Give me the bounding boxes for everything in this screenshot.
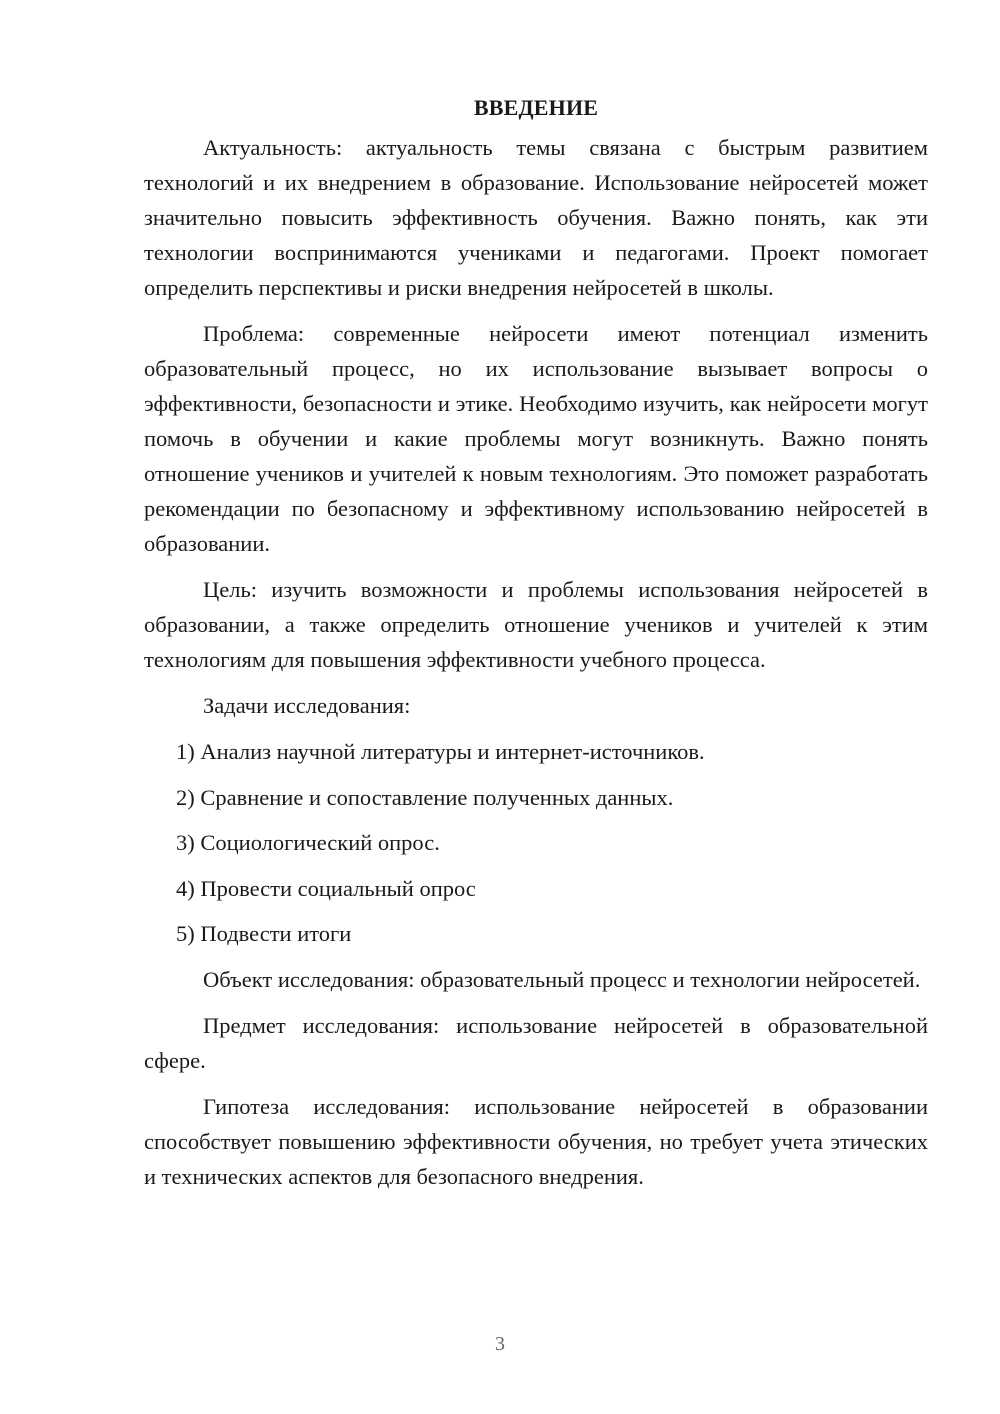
paragraph-problem: Проблема: современные нейросети имеют потенциал изменить образовательный процесс, но их использование вызывает вопросы о эффективности, безопасности и этике. Необходимо изучить, как нейросети могут помочь в обучении и какие проблемы могут возникнуть. Важно понять отношение учеников и учителей к новым технологиям. Это поможет разработать рекомендации по безопасному и эффективному использованию нейросетей в образовании. xyxy=(144,321,928,556)
paragraph-subject: Предмет исследования: использование нейросетей в образовательной сфере. xyxy=(144,1013,928,1073)
task-item-3: 3) Социологический опрос. xyxy=(176,830,440,855)
task-list xyxy=(144,734,928,951)
task-item-5: 5) Подвести итоги xyxy=(176,921,352,946)
page-number: 3 xyxy=(495,1333,505,1355)
paragraph-goal: Цель: изучить возможности и проблемы использования нейросетей в образовании, а также определить отношение учеников и учителей к этим технологиям для повышения эффективности учебного процесса. xyxy=(144,577,928,672)
paragraph-object: Объект исследования: образовательный процесс и технологии нейросетей. xyxy=(203,967,921,992)
document-title: ВВЕДЕНИЕ xyxy=(473,95,599,120)
paragraph-hypothesis: Гипотеза исследования: использование нейросетей в образовании способствует повышению эффективности обучения, но требует учета этических и технических аспектов для безопасного внедрения. xyxy=(144,1094,928,1189)
paragraph-relevance: Актуальность: актуальность темы связана с быстрым развитием технологий и их внедрением в образование. Использование нейросетей может значительно повысить эффективность обучения. Важно понять, как эти технологии воспринимаются учениками и педагогами. Проект помогает определить перспективы и риски внедрения нейросетей в школы. xyxy=(144,135,928,300)
tasks-heading: Задачи исследования: xyxy=(203,693,411,718)
task-item-4: 4) Провести социальный опрос xyxy=(176,875,476,901)
task-item-1: 1) Анализ научной литературы и интернет-источников. xyxy=(176,739,705,764)
document-page xyxy=(144,90,928,1205)
task-item-2: 2) Сравнение и сопоставление полученных данных. xyxy=(176,784,674,810)
